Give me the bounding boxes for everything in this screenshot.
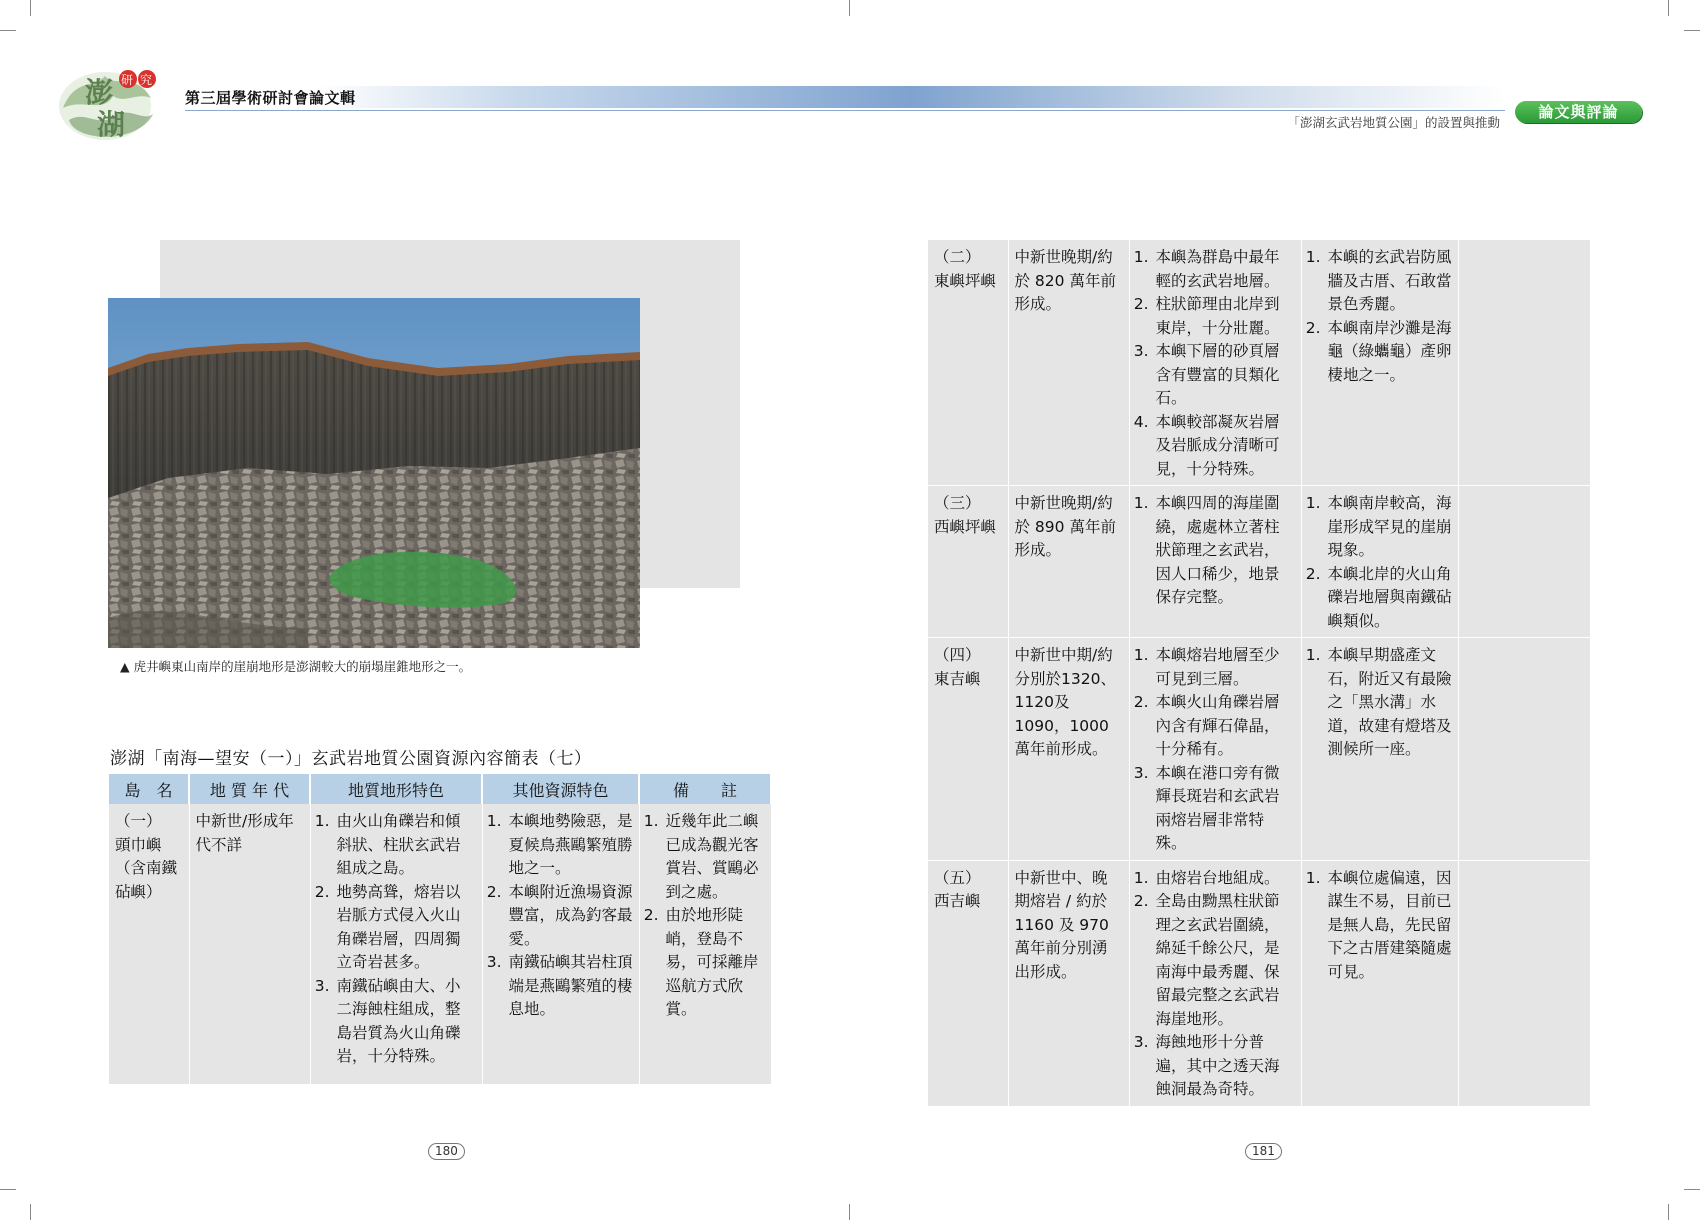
list-item: 1. 本嶼位處偏遠，因謀生不易，目前已是無人島，先民留下之古厝建築隨處可見。 <box>1326 867 1452 985</box>
header-gradient-bar <box>185 86 1505 108</box>
island-name-cell: （二） 東嶼坪嶼 <box>928 240 1008 486</box>
table-row <box>928 860 1590 1106</box>
geologic-age-cell: 中新世晚期/約於 890 萬年前形成。 <box>1008 486 1129 638</box>
page-number-right: 181 <box>1245 1143 1282 1160</box>
other-resources-cell <box>1301 486 1458 638</box>
header-island-name: 島 名 <box>109 774 189 804</box>
geology-features-cell <box>1129 638 1301 861</box>
island-name-cell: （五） 西吉嶼 <box>928 860 1008 1106</box>
list-item: 2. 本嶼火山角礫岩層內含有輝石偉晶，十分稀有。 <box>1154 691 1295 762</box>
island-name-cell: （三） 西嶼坪嶼 <box>928 486 1008 638</box>
crop-mark <box>0 30 16 31</box>
list-item: 3. 本嶼在港口旁有微輝長斑岩和玄武岩兩熔岩層非常特殊。 <box>1154 762 1295 856</box>
list-item: 1. 近幾年此二嶼已成為觀光客賞岩、賞鷗必到之處。 <box>664 810 765 904</box>
photo-caption: ▲ 虎井嶼東山南岸的崖崩地形是澎湖較大的崩塌崖錐地形之一。 <box>120 659 472 674</box>
list-item: 1. 本嶼的玄武岩防風牆及古厝、石敢當景色秀麗。 <box>1326 246 1452 317</box>
crop-mark <box>30 1204 31 1220</box>
resource-table-left <box>109 774 772 1085</box>
remarks-cell <box>1458 638 1590 861</box>
crop-mark <box>1684 1189 1700 1190</box>
list-item: 2. 本嶼北岸的火山角礫岩地層與南鐵砧嶼類似。 <box>1326 563 1452 634</box>
crop-mark <box>849 0 850 16</box>
list-item: 3. 南鐵砧嶼其岩柱頂端是燕鷗繁殖的棲息地。 <box>507 951 633 1022</box>
list-item: 1. 由熔岩台地組成。 <box>1154 867 1295 891</box>
header-rule <box>185 110 1505 111</box>
other-resources-cell <box>1301 240 1458 486</box>
list-item: 1. 本嶼南岸較高，海崖形成罕見的崖崩現象。 <box>1326 492 1452 563</box>
list-item: 2. 柱狀節理由北岸到東岸，十分壯麗。 <box>1154 293 1295 340</box>
svg-text:湖: 湖 <box>97 108 126 141</box>
header-geologic-age: 地 質 年 代 <box>189 774 310 804</box>
geologic-age-cell: 中新世中、晚期熔岩 / 約於 1160 及 970 萬年前分別湧出形成。 <box>1008 860 1129 1106</box>
crop-mark <box>849 1204 850 1220</box>
crop-mark <box>0 1189 16 1190</box>
other-resources-cell <box>1301 860 1458 1106</box>
crop-mark <box>30 0 31 16</box>
table-row <box>928 240 1590 486</box>
table-header-row <box>109 774 771 804</box>
geology-features-cell <box>1129 486 1301 638</box>
section-badge: 論文與評論 <box>1515 101 1642 123</box>
list-item: 1. 本嶼熔岩地層至少可見到三層。 <box>1154 644 1295 691</box>
list-item: 1. 本嶼地勢險惡，是夏候鳥燕鷗繁殖勝地之一。 <box>507 810 633 881</box>
journal-title: 第三屆學術研討會論文輯 <box>185 89 356 107</box>
header-geology-features: 地質地形特色 <box>310 774 482 804</box>
resource-table-right <box>928 240 1591 1107</box>
list-item: 3. 海蝕地形十分普遍，其中之透天海蝕洞最為奇特。 <box>1154 1031 1295 1102</box>
list-item: 1. 本嶼四周的海崖圍繞，處處林立著柱狀節理之玄武岩，因人口稀少，地景保存完整。 <box>1154 492 1295 610</box>
table-title: 澎湖「南海—望安（一）」玄武岩地質公園資源內容簡表（七） <box>110 749 592 769</box>
basalt-cliff-photo <box>108 298 640 648</box>
svg-text:澎: 澎 <box>85 76 114 109</box>
journal-logo <box>55 58 163 144</box>
page-number-left: 180 <box>428 1143 465 1160</box>
list-item: 1. 由火山角礫岩和傾斜狀、柱狀玄武岩組成之島。 <box>335 810 476 881</box>
remarks-cell <box>1458 240 1590 486</box>
list-item: 1. 本嶼早期盛產文石，附近又有最險之「黑水溝」水道，故建有燈塔及測候所一座。 <box>1326 644 1452 762</box>
geology-features-cell <box>1129 240 1301 486</box>
list-item: 3. 南鐵砧嶼由大、小二海蝕柱組成，整島岩質為火山角礫岩，十分特殊。 <box>335 975 476 1069</box>
list-item: 3. 本嶼下層的砂頁層含有豐富的貝類化石。 <box>1154 340 1295 411</box>
crop-mark <box>1684 30 1700 31</box>
svg-text:研: 研 <box>121 73 134 87</box>
table-row <box>928 638 1590 861</box>
remarks-cell <box>639 804 771 1084</box>
island-name-cell: （一） 頭巾嶼（含南鐵砧嶼） <box>109 804 189 1084</box>
other-resources-cell <box>482 804 639 1084</box>
other-resources-cell <box>1301 638 1458 861</box>
list-item: 2. 全島由黝黑柱狀節理之玄武岩圍繞，綿延千餘公尺，是南海中最秀麗、保留最完整之玄武岩海崖地形。 <box>1154 890 1295 1031</box>
svg-text:究: 究 <box>140 73 153 87</box>
list-item: 1. 本嶼為群島中最年輕的玄武岩地層。 <box>1154 246 1295 293</box>
geologic-age-cell: 中新世晚期/約於 820 萬年前形成。 <box>1008 240 1129 486</box>
header-remarks: 備 註 <box>639 774 771 804</box>
remarks-cell <box>1458 486 1590 638</box>
list-item: 2. 本嶼附近漁場資源豐富，成為釣客最愛。 <box>507 881 633 952</box>
remarks-cell <box>1458 860 1590 1106</box>
geology-features-cell <box>1129 860 1301 1106</box>
geologic-age-cell: 中新世中期/約分別於1320、1120及1090，1000萬年前形成。 <box>1008 638 1129 861</box>
header-other-resources: 其他資源特色 <box>482 774 639 804</box>
geologic-age-cell: 中新世/形成年代不詳 <box>189 804 310 1084</box>
table-row <box>928 486 1590 638</box>
island-name-cell: （四） 東吉嶼 <box>928 638 1008 861</box>
paper-title: 「澎湖玄武岩地質公園」的設置與推動 <box>1287 115 1500 130</box>
table-row <box>109 804 771 1084</box>
list-item: 2. 本嶼南岸沙灘是海龜（綠蠵龜）產卵棲地之一。 <box>1326 317 1452 388</box>
crop-mark <box>1668 0 1669 16</box>
list-item: 2. 由於地形陡峭，登島不易，可採離岸巡航方式欣賞。 <box>664 904 765 1022</box>
geology-features-cell <box>310 804 482 1084</box>
list-item: 2. 地勢高聳，熔岩以岩脈方式侵入火山角礫岩層，四周獨立奇岩甚多。 <box>335 881 476 975</box>
list-item: 4. 本嶼較部凝灰岩層及岩脈成分清晰可見，十分特殊。 <box>1154 411 1295 482</box>
crop-mark <box>1668 1204 1669 1220</box>
